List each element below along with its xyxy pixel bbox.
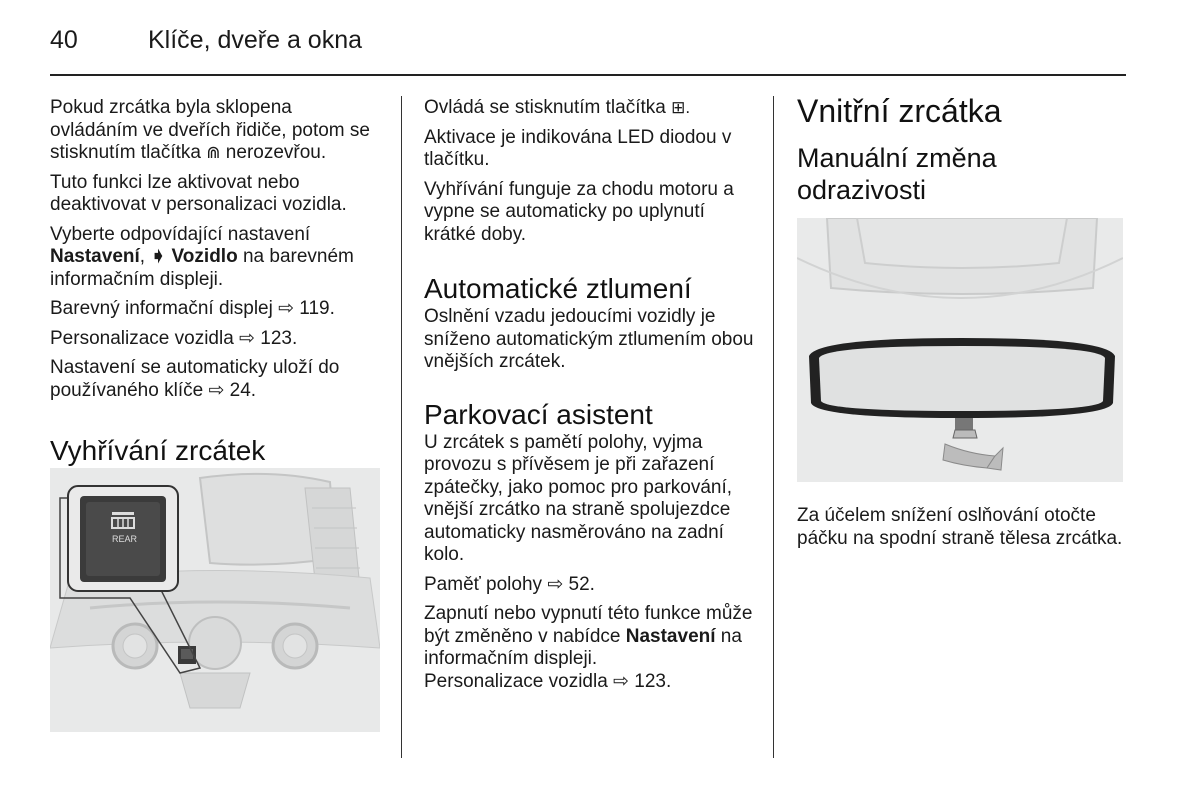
- section-heading: Vyhřívání zrcátek: [50, 435, 266, 466]
- cross-reference-link[interactable]: ⇨ 123.: [613, 670, 672, 692]
- cross-reference-link[interactable]: ⇨ 52.: [547, 573, 595, 595]
- paragraph: Oslnění vzadu jedoucími vozidly je sníženo automatickým ztlumením obou vnějších zrcátek.: [424, 306, 754, 372]
- arrow-icon: ➧: [150, 246, 167, 267]
- paragraph: Za účelem snížení oslňování otočte páčku na spodní straně tělesa zrcátka.: [797, 505, 1123, 549]
- subsection-title: Manuální změna odrazivosti: [797, 143, 997, 205]
- column-2: [424, 97, 758, 700]
- paragraph: Pokud zrcátka byla sklopena ovládáním ve dveřích řidiče, potom se stisknutím tlačítka ⋒ nerozevřou.: [50, 97, 370, 163]
- header-rule: [50, 74, 1126, 76]
- paragraph: Personalizace vozidla ⇨ 123.: [424, 670, 672, 692]
- paragraph: Vyhřívání funguje za chodu motoru a vypne se automaticky po uplynutí krátké doby.: [424, 178, 734, 245]
- paragraph: Nastavení se automaticky uloží do používaného klíče ⇨ 24.: [50, 357, 340, 401]
- console-drawing: [50, 468, 380, 732]
- paragraph: Personalizace vozidla ⇨ 123.: [50, 327, 298, 349]
- paragraph: Barevný informační displej ⇨ 119.: [50, 298, 335, 319]
- menu-name: Nastavení: [625, 625, 716, 647]
- column-1: [50, 97, 380, 468]
- paragraph: U zrcátek s pamětí polohy, vyjma provozu s přívěsem je při zařazení zpátečky, jako pomoc pro parkování, vnější zrcátko na straně spolujezdce automaticky nasměrováno na zadní kolo.: [424, 431, 733, 565]
- column-3-text: [797, 505, 1127, 550]
- paragraph: Paměť polohy ⇨ 52.: [424, 573, 595, 595]
- paragraph: Vyberte odpovídající nastavení Nastavení, ➧ Vozidlo na barevném informačním displeji.: [50, 223, 354, 290]
- paragraph: Aktivace je indikována LED diodou v tlačítku.: [424, 126, 732, 170]
- section-title: Vnitřní zrcátka: [797, 93, 1002, 129]
- rear-button-label: REAR: [112, 534, 138, 544]
- cross-reference-link[interactable]: ⇨ 119.: [278, 298, 335, 319]
- column-3: [797, 92, 1127, 206]
- column-divider-2: [773, 96, 774, 758]
- paragraph: Ovládá se stisknutím tlačítka ⊞.: [424, 97, 691, 118]
- chapter-title: Klíče, dveře a okna: [148, 26, 363, 54]
- mirror-drawing: [797, 218, 1123, 482]
- console-illustration: [50, 468, 380, 732]
- paragraph: Tuto funkci lze aktivovat nebo deaktivovat v personalizaci vozidla.: [50, 171, 347, 215]
- rear-heater-icon: ⊞.: [671, 98, 691, 117]
- section-heading: Automatické ztlumení: [424, 273, 692, 304]
- paragraph: Zapnutí nebo vypnutí této funkce může být změněno v nabídce Nastavení na informačním displeji.: [424, 603, 753, 669]
- cross-reference-link[interactable]: ⇨ 24.: [208, 379, 257, 401]
- section-heading: Parkovací asistent: [424, 398, 653, 430]
- cross-reference-link[interactable]: ⇨ 123.: [239, 327, 298, 349]
- menu-name: Vozidlo: [166, 246, 238, 267]
- interior-mirror-illustration: [797, 218, 1123, 482]
- page-number: 40: [50, 26, 78, 54]
- column-divider-1: [401, 96, 402, 758]
- fold-lock-icon: ⋒: [206, 143, 221, 162]
- menu-name: Nastavení: [50, 246, 140, 267]
